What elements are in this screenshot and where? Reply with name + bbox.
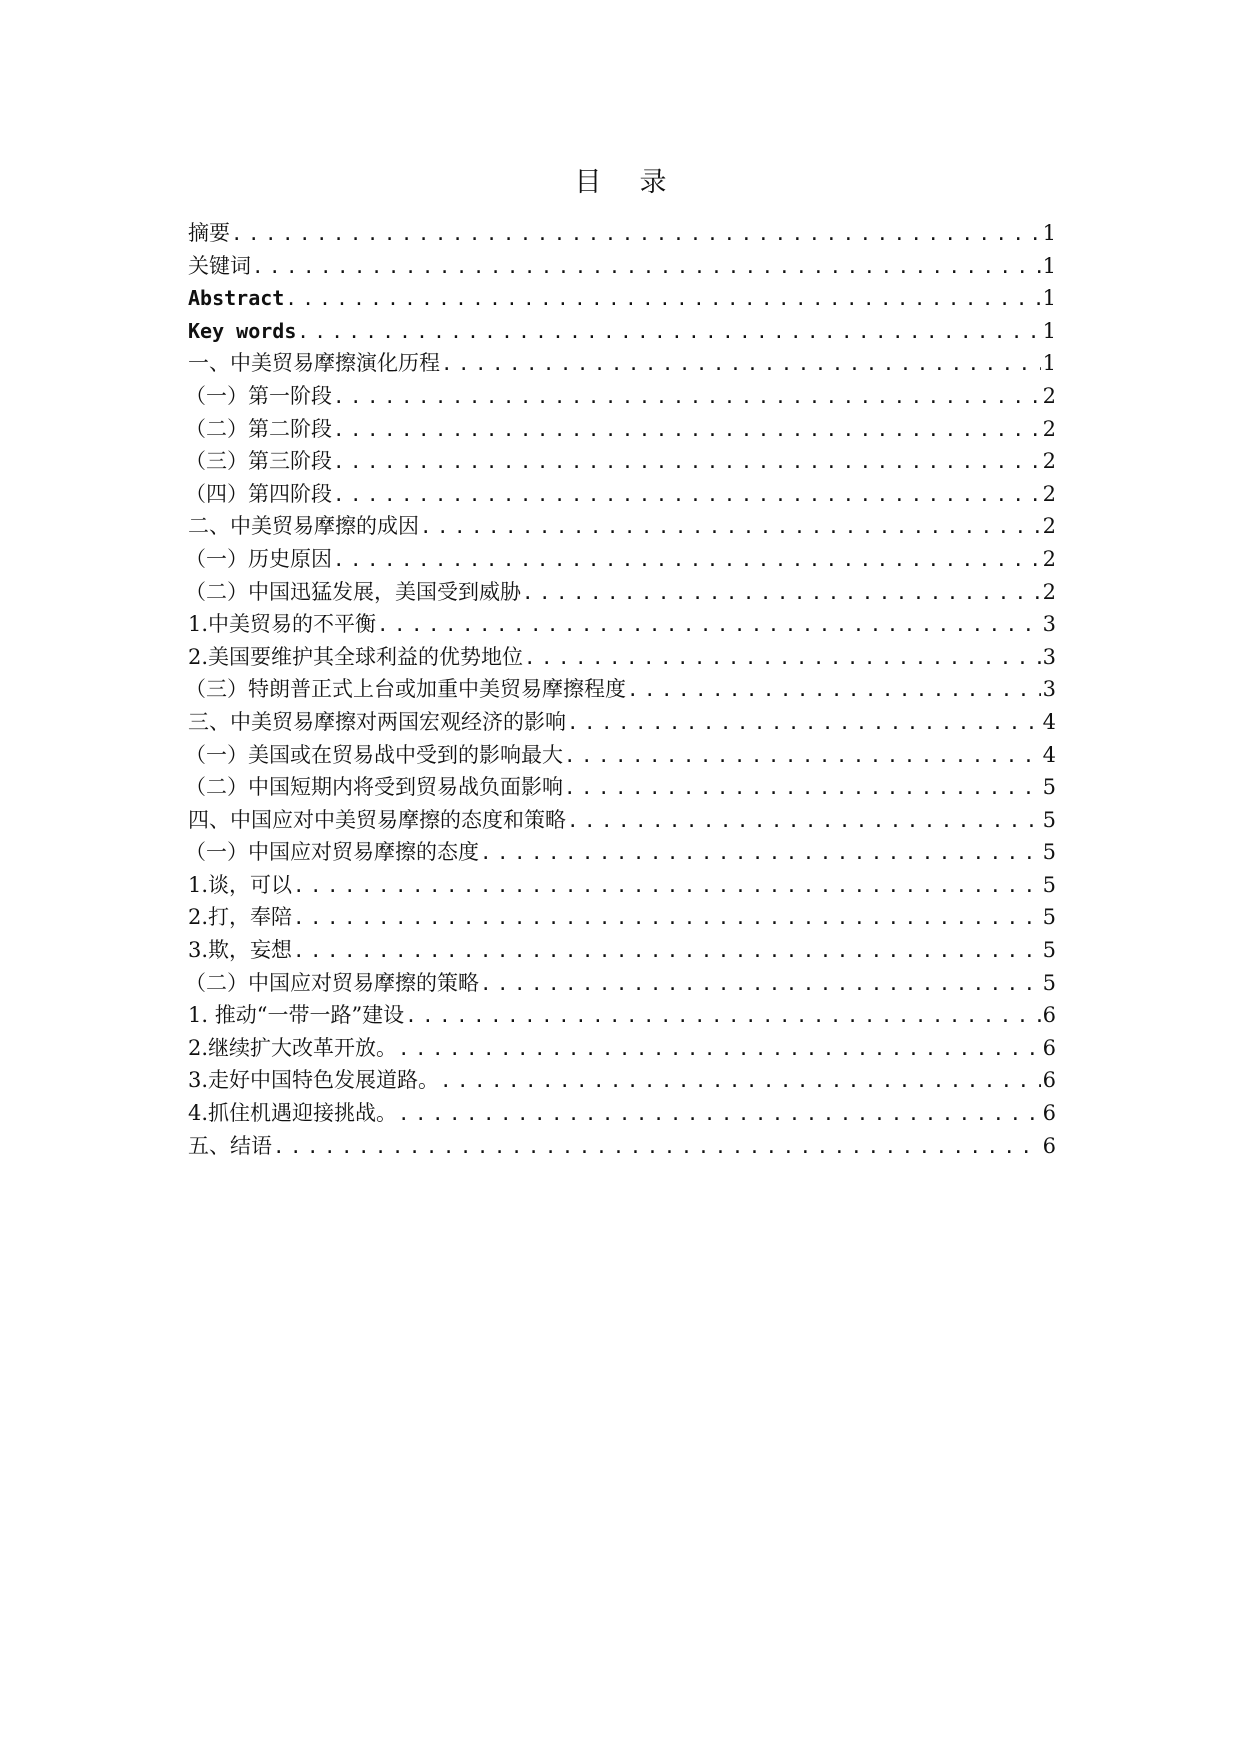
- toc-dot-leader: [564, 740, 1041, 773]
- toc-entry-page-number: 2: [1042, 579, 1056, 604]
- toc-dot-leader: [231, 218, 1041, 251]
- toc-entry-label: 2.打，奉陪: [188, 905, 293, 930]
- toc-entry-label: 4.抓住机遇迎接挑战。: [188, 1101, 398, 1126]
- toc-entry[interactable]: [185, 576, 1056, 609]
- toc-dot-leader: [293, 870, 1041, 903]
- toc-entry-page-number: 3: [1042, 612, 1056, 637]
- toc-entry-page-number: 6: [1042, 1003, 1056, 1028]
- toc-entry[interactable]: [188, 934, 1056, 967]
- toc-entry-page-number: 5: [1042, 872, 1056, 897]
- page-title: [0, 160, 1241, 199]
- toc-entry[interactable]: [185, 967, 1056, 1000]
- toc-entry-page-number: 5: [1042, 807, 1056, 832]
- toc-entry-page-number: 6: [1042, 1068, 1056, 1093]
- toc-entry[interactable]: [188, 315, 1056, 348]
- toc-entry-page-number: 5: [1042, 970, 1056, 995]
- toc-entry-label: 一、中美贸易摩擦演化历程: [188, 351, 440, 376]
- title-char-right: 录: [639, 167, 667, 198]
- toc-dot-leader: [377, 609, 1041, 642]
- toc-dot-leader: [420, 511, 1041, 544]
- toc-entry-label: 3.欺，妄想: [188, 938, 293, 963]
- toc-entry-page-number: 3: [1042, 677, 1056, 702]
- toc-entry[interactable]: [185, 413, 1056, 446]
- toc-entry-label: （二）中国短期内将受到贸易战负面影响: [185, 775, 563, 800]
- toc-entry-label: （一）第一阶段: [185, 383, 332, 408]
- toc-entry-label: 3.走好中国特色发展道路。: [188, 1068, 440, 1093]
- toc-dot-leader: [333, 544, 1041, 577]
- toc-dot-leader: [480, 837, 1041, 870]
- toc-dot-leader: [297, 316, 1040, 349]
- toc-entry-label: 1. 推动“一带一路”建设: [188, 1003, 405, 1028]
- toc-dot-leader: [333, 479, 1041, 512]
- toc-entry[interactable]: [188, 1097, 1056, 1130]
- toc-dot-leader: [333, 414, 1041, 447]
- toc-entry-page-number: 3: [1042, 644, 1056, 669]
- toc-entry[interactable]: [188, 608, 1056, 641]
- toc-entry-label: 摘要: [188, 221, 230, 245]
- toc-entry-page-number: 2: [1042, 514, 1056, 539]
- toc-entry-label: 2.美国要维护其全球利益的优势地位: [188, 644, 524, 669]
- toc-entry[interactable]: [185, 673, 1056, 706]
- toc-dot-leader: [293, 935, 1041, 968]
- toc-entry-label: （一）美国或在贸易战中受到的影响最大: [185, 742, 563, 767]
- toc-entry-label: 1.谈，可以: [188, 872, 293, 897]
- toc-dot-leader: [252, 251, 1041, 284]
- toc-dot-leader: [522, 577, 1041, 610]
- toc-dot-leader: [564, 772, 1041, 805]
- toc-entry[interactable]: [188, 510, 1056, 543]
- toc-entry-label: （二）第二阶段: [185, 416, 332, 441]
- toc-dot-leader: [398, 1033, 1041, 1066]
- toc-entry[interactable]: [185, 543, 1056, 576]
- toc-entry-page-number: 2: [1042, 481, 1056, 506]
- toc-entry-label: 三、中美贸易摩擦对两国宏观经济的影响: [188, 709, 566, 734]
- toc-entry[interactable]: [188, 1064, 1056, 1097]
- toc-entry-page-number: 6: [1042, 1101, 1056, 1126]
- toc-entry-page-number: 2: [1042, 383, 1056, 408]
- toc-entry[interactable]: [188, 282, 1056, 315]
- toc-dot-leader: [285, 283, 1040, 316]
- table-of-contents: [185, 217, 1056, 1162]
- toc-entry[interactable]: [185, 836, 1056, 869]
- toc-entry[interactable]: [185, 771, 1056, 804]
- toc-entry-page-number: 2: [1042, 546, 1056, 571]
- toc-entry-page-number: 5: [1042, 775, 1056, 800]
- toc-entry-page-number: 1: [1042, 221, 1056, 245]
- toc-entry-label: 关键词: [188, 253, 251, 278]
- toc-entry[interactable]: [188, 869, 1056, 902]
- toc-entry[interactable]: [188, 1130, 1056, 1163]
- toc-entry-page-number: 5: [1042, 938, 1056, 963]
- toc-entry-page-number: 4: [1042, 709, 1056, 734]
- toc-dot-leader: [273, 1131, 1041, 1164]
- toc-entry-label: Key words: [188, 318, 297, 343]
- toc-dot-leader: [567, 805, 1041, 838]
- toc-entry[interactable]: [185, 739, 1056, 772]
- toc-entry[interactable]: [188, 1032, 1056, 1065]
- toc-entry[interactable]: [185, 478, 1056, 511]
- toc-entry-page-number: 1: [1042, 351, 1056, 376]
- toc-entry-label: 二、中美贸易摩擦的成因: [188, 514, 419, 539]
- toc-entry-label: （三）第三阶段: [185, 449, 332, 474]
- toc-entry[interactable]: [188, 706, 1056, 739]
- toc-dot-leader: [567, 707, 1041, 740]
- toc-dot-leader: [405, 1000, 1040, 1033]
- toc-entry[interactable]: [185, 445, 1056, 478]
- toc-entry-label: （四）第四阶段: [185, 481, 332, 506]
- toc-dot-leader: [441, 348, 1041, 381]
- toc-entry[interactable]: [188, 250, 1056, 283]
- toc-entry-label: （二）中国应对贸易摩擦的策略: [185, 970, 479, 995]
- toc-entry-label: （二）中国迅猛发展，美国受到威胁: [185, 579, 521, 604]
- toc-entry[interactable]: [188, 901, 1056, 934]
- toc-entry-page-number: 1: [1042, 253, 1056, 278]
- toc-dot-leader: [524, 642, 1041, 675]
- toc-entry-page-number: 1: [1042, 286, 1056, 311]
- toc-entry[interactable]: [188, 999, 1056, 1032]
- toc-entry-label: 2.继续扩大改革开放。: [188, 1035, 398, 1060]
- toc-dot-leader: [627, 674, 1041, 707]
- toc-entry-page-number: 5: [1042, 840, 1056, 865]
- toc-entry-page-number: 2: [1042, 449, 1056, 474]
- toc-entry-label: Abstract: [188, 286, 285, 311]
- toc-entry-page-number: 4: [1042, 742, 1056, 767]
- toc-entry-label: （一）历史原因: [185, 546, 332, 571]
- toc-dot-leader: [440, 1065, 1041, 1098]
- toc-entry[interactable]: [188, 804, 1056, 837]
- toc-entry-label: 五、结语: [188, 1133, 272, 1158]
- toc-dot-leader: [333, 446, 1041, 479]
- toc-entry-label: 四、中国应对中美贸易摩擦的态度和策略: [188, 807, 566, 832]
- toc-dot-leader: [480, 968, 1041, 1001]
- toc-dot-leader: [333, 381, 1041, 414]
- toc-entry-page-number: 1: [1042, 318, 1056, 343]
- toc-entry-label: （一）中国应对贸易摩擦的态度: [185, 840, 479, 865]
- toc-entry-page-number: 5: [1042, 905, 1056, 930]
- toc-entry-page-number: 6: [1042, 1133, 1056, 1158]
- toc-entry[interactable]: [188, 217, 1056, 250]
- toc-entry[interactable]: [188, 347, 1056, 380]
- toc-dot-leader: [293, 902, 1041, 935]
- toc-entry-label: （三）特朗普正式上台或加重中美贸易摩擦程度: [185, 677, 626, 702]
- toc-entry-page-number: 6: [1042, 1035, 1056, 1060]
- title-char-left: 目: [574, 167, 602, 198]
- toc-entry-label: 1.中美贸易的不平衡: [188, 612, 377, 637]
- toc-entry-page-number: 2: [1042, 416, 1056, 441]
- toc-entry[interactable]: [188, 641, 1056, 674]
- toc-entry[interactable]: [185, 380, 1056, 413]
- toc-dot-leader: [398, 1098, 1041, 1131]
